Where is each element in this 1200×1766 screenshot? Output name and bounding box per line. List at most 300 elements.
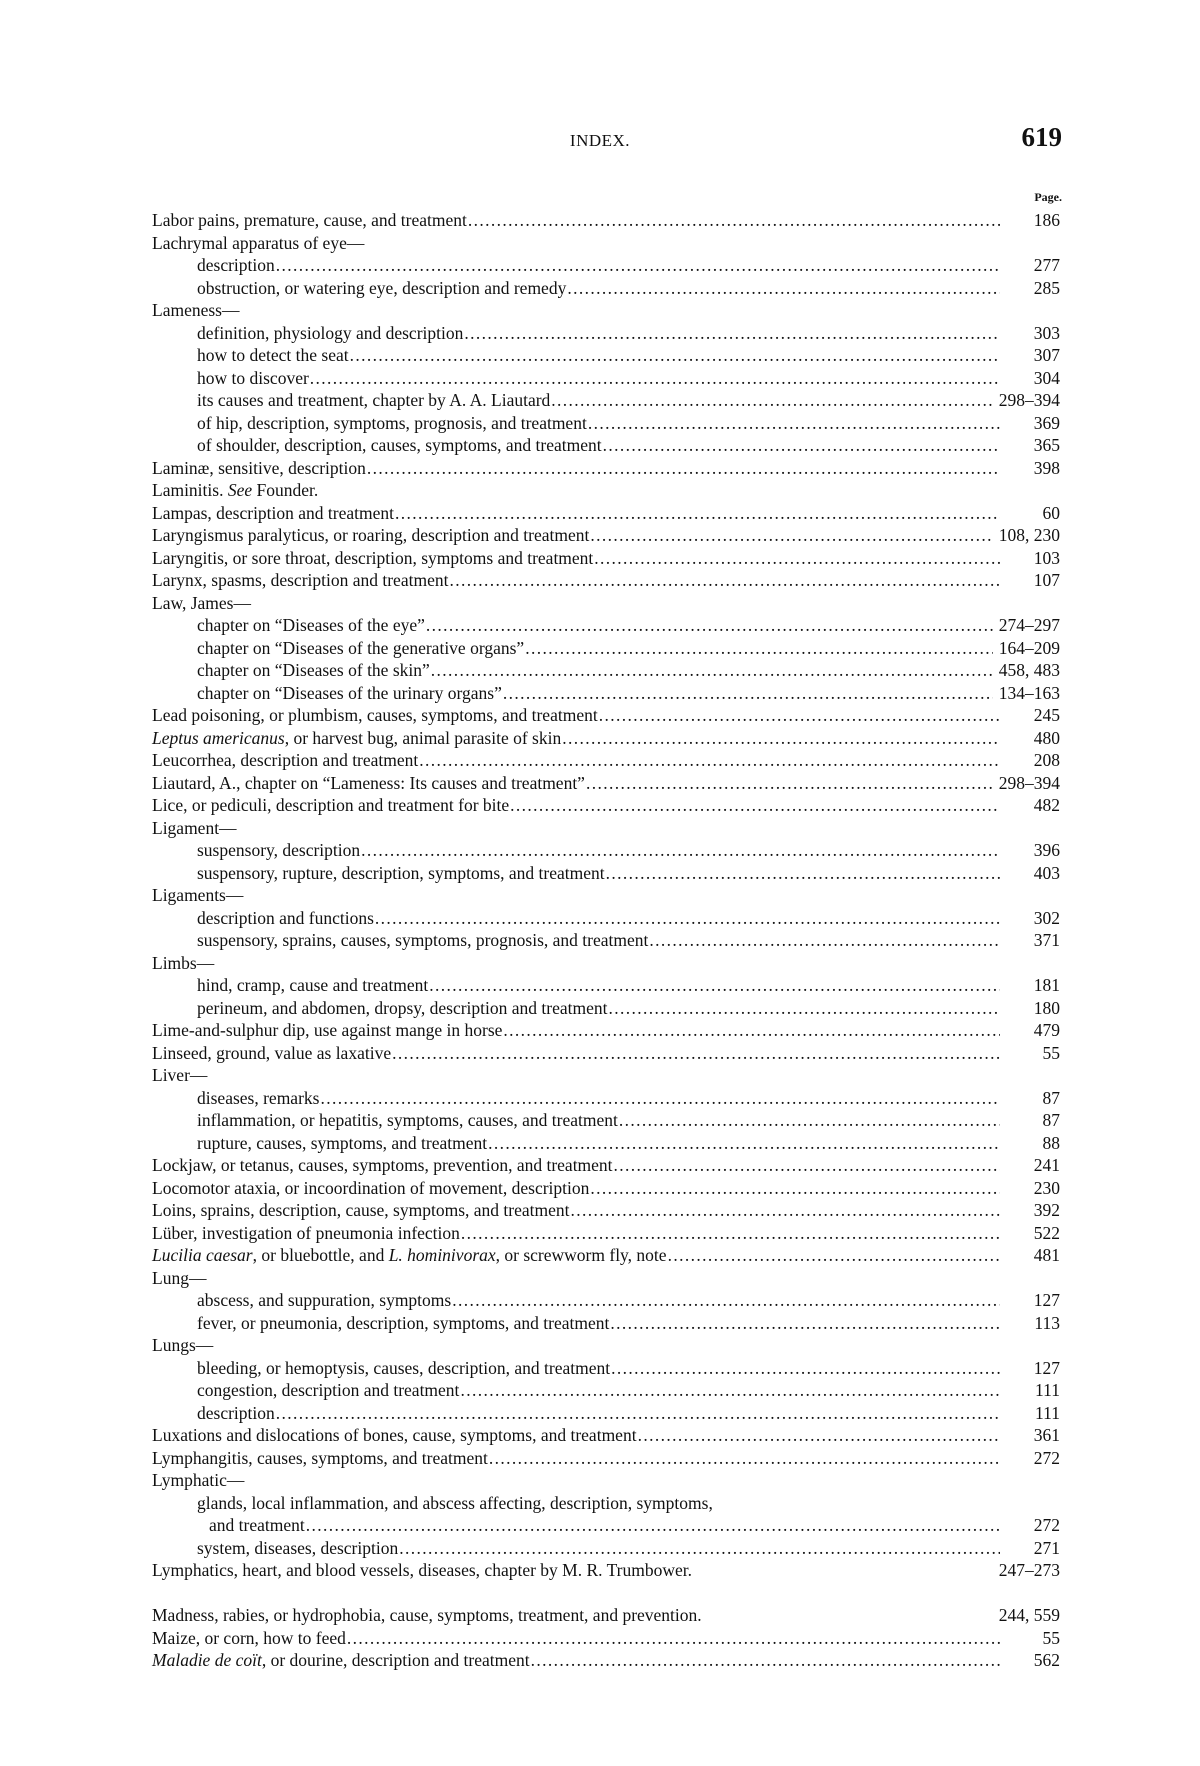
entry-text-part: description <box>197 1402 275 1423</box>
entry-text <box>152 817 237 840</box>
entry-text-italic: Lucilia caesar <box>152 1245 253 1265</box>
entry-text <box>197 614 425 637</box>
entry-text-part: glands, local inflammation, and abscess affecting, description, symptoms, <box>197 1492 713 1513</box>
index-entry <box>152 209 1060 232</box>
entry-text <box>197 907 374 930</box>
entry-text-part: chapter on “Diseases of the urinary organs” <box>197 682 502 703</box>
entry-text <box>152 1019 502 1042</box>
index-entry <box>152 1649 1060 1672</box>
index-subentry <box>152 344 1060 367</box>
entry-text <box>152 1559 692 1582</box>
entry-page-ref: 458, 483 <box>998 660 1060 680</box>
dot-leader <box>611 1357 1000 1380</box>
entry-page-ref: 181 <box>1033 975 1060 995</box>
entry-page-ref: 186 <box>1033 210 1060 230</box>
index-entry <box>152 1244 1060 1267</box>
entry-text <box>197 1357 610 1380</box>
entry-page-ref: 302 <box>1033 907 1060 928</box>
entry-page-ref: 298–394 <box>998 772 1060 793</box>
dot-leader <box>488 1132 1000 1155</box>
index-entry <box>152 772 1060 795</box>
index-list-l <box>152 209 1060 1582</box>
entry-text-part: fever, or pneumonia, description, symptoms, and treatment <box>197 1312 610 1333</box>
index-entry <box>152 704 1060 727</box>
index-subentry <box>152 1289 1060 1312</box>
entry-text <box>152 794 509 817</box>
entry-page-ref: 479 <box>1033 1020 1060 1040</box>
entry-text-part: of shoulder, description, causes, symptoms, and treatment <box>197 435 602 455</box>
entry-text <box>152 209 467 232</box>
entry-text-part: abscess, and suppuration, symptoms <box>197 1290 452 1310</box>
entry-text-part: , or bluebottle, and <box>252 1245 389 1265</box>
entry-page-ref: 244, 559 <box>998 1605 1060 1625</box>
entry-text-part: Labor pains, premature, cause, and treatment <box>152 210 467 230</box>
dot-leader <box>531 1649 1000 1672</box>
dot-leader <box>276 1402 1000 1425</box>
index-subentry <box>152 1087 1060 1110</box>
entry-text <box>152 772 585 795</box>
entry-text <box>197 322 463 345</box>
entry-page-ref: 134–163 <box>998 682 1060 703</box>
entry-page-ref: 562 <box>1033 1650 1060 1670</box>
index-entry <box>152 884 1060 907</box>
entry-text-part: Ligaments— <box>152 885 244 905</box>
entry-text-part: Lung— <box>152 1267 207 1288</box>
dot-leader <box>503 682 993 705</box>
index-subentry <box>152 434 1060 457</box>
dot-leader <box>426 614 993 637</box>
entry-page-ref: 55 <box>1042 1042 1060 1063</box>
index-entry <box>152 457 1060 480</box>
entry-text <box>197 412 587 435</box>
entry-text-part: Leucorrhea, description and treatment <box>152 750 419 770</box>
index-entry <box>152 1604 1060 1627</box>
entry-page-ref: 180 <box>1033 997 1060 1018</box>
entry-text <box>197 1379 459 1402</box>
index-subentry <box>152 1514 1060 1537</box>
entry-page-ref: 272 <box>1033 1515 1060 1535</box>
index-subentry <box>152 322 1060 345</box>
entry-text-part: Linseed, ground, value as laxative <box>152 1042 392 1063</box>
entry-text <box>197 1289 451 1312</box>
index-subentry <box>152 929 1060 952</box>
dot-leader <box>468 209 1000 232</box>
entry-text <box>197 389 550 412</box>
dot-leader <box>567 277 1000 300</box>
index-entry <box>152 1267 1060 1290</box>
entry-text-part: Laryngismus paralyticus, or roaring, description and treatment <box>152 525 590 545</box>
entry-page-ref: 103 <box>1033 547 1060 568</box>
index-entry <box>152 1447 1060 1470</box>
entry-text <box>152 1267 206 1290</box>
running-head-title: INDEX. <box>569 131 631 150</box>
dot-leader <box>461 1222 1000 1245</box>
index-subentry <box>152 254 1060 277</box>
dot-leader <box>503 1019 1000 1042</box>
entry-text <box>152 547 593 570</box>
index-entry <box>152 592 1060 615</box>
entry-text-part: its causes and treatment, chapter by A. A. Liautard <box>197 390 551 410</box>
entry-page-ref: 396 <box>1033 840 1060 860</box>
entry-text-part: diseases, remarks <box>197 1087 320 1108</box>
entry-text-part: Loins, sprains, description, cause, symptoms, and treatment <box>152 1200 570 1220</box>
entry-page-ref: 245 <box>1033 705 1060 725</box>
entry-text-part: system, diseases, description <box>197 1537 399 1558</box>
entry-text-part: congestion, description and treatment <box>197 1380 460 1400</box>
entry-text-part: Liver— <box>152 1065 208 1085</box>
entry-text-part: , or harvest bug, animal parasite of skin <box>284 727 562 748</box>
index-entry <box>152 1469 1060 1492</box>
entry-text <box>152 952 214 975</box>
dot-leader <box>367 457 1000 480</box>
entry-page-ref: 365 <box>1033 435 1060 455</box>
entry-text <box>197 367 309 390</box>
entry-page-ref: 392 <box>1033 1200 1060 1220</box>
entry-page-ref: 272 <box>1033 1447 1060 1468</box>
dot-leader <box>431 659 993 682</box>
entry-page-ref: 303 <box>1033 322 1060 343</box>
dot-leader <box>588 412 1000 435</box>
dot-leader <box>551 389 992 412</box>
entry-text-part: rupture, causes, symptoms, and treatment <box>197 1132 488 1153</box>
entry-text <box>152 749 418 772</box>
entry-text-part: Lymphatic— <box>152 1470 245 1490</box>
entry-page-ref: 369 <box>1033 412 1060 433</box>
index-subentry <box>152 839 1060 862</box>
dot-leader <box>276 254 1000 277</box>
entry-text <box>197 682 502 705</box>
entry-text-italic: Maladie de coït <box>152 1650 262 1670</box>
dot-leader <box>614 1154 1000 1177</box>
dot-leader <box>392 1042 1000 1065</box>
dot-leader <box>452 1289 1000 1312</box>
index-entry <box>152 1424 1060 1447</box>
entry-text <box>152 299 239 322</box>
entry-text <box>152 704 598 727</box>
entry-page-ref: 111 <box>1035 1402 1060 1423</box>
index-entry <box>152 817 1060 840</box>
entry-text <box>197 1312 609 1335</box>
entry-text-part: suspensory, description <box>197 840 361 860</box>
entry-text-part: chapter on “Diseases of the generative organs” <box>197 637 525 658</box>
entry-page-ref: 371 <box>1033 930 1060 950</box>
dot-leader <box>306 1514 1000 1537</box>
entry-page-ref: 127 <box>1033 1290 1060 1310</box>
index-subentry <box>152 1357 1060 1380</box>
index-subentry <box>152 1312 1060 1335</box>
entry-text <box>197 344 349 367</box>
entry-text <box>152 502 394 525</box>
entry-text-part: Lachrymal apparatus of eye— <box>152 232 365 253</box>
index-subentry <box>152 277 1060 300</box>
entry-text-part: Law, James— <box>152 592 251 613</box>
entry-text <box>197 254 275 277</box>
entry-text-part: suspensory, rupture, description, symptoms, and treatment <box>197 862 605 883</box>
dot-leader <box>510 794 1000 817</box>
entry-text-part: Ligament— <box>152 817 237 838</box>
entry-text-part: obstruction, or watering eye, description and remedy <box>197 277 567 298</box>
entry-page-ref: 304 <box>1033 367 1060 388</box>
entry-page-ref: 277 <box>1033 255 1060 275</box>
index-subentry <box>152 412 1060 435</box>
entry-page-ref: 274–297 <box>998 615 1060 635</box>
index-list-m <box>152 1604 1060 1672</box>
index-subentry <box>152 1379 1060 1402</box>
entry-text <box>197 1132 487 1155</box>
entry-text-italic: See <box>227 480 253 500</box>
index-entry <box>152 1064 1060 1087</box>
entry-page-ref: 481 <box>1033 1245 1060 1265</box>
index-entry <box>152 479 1060 502</box>
dot-leader <box>599 704 1000 727</box>
entry-text <box>152 1244 667 1267</box>
entry-text-part: Lice, or pediculi, description and treatment for bite <box>152 795 510 815</box>
dot-leader <box>590 524 992 547</box>
entry-page-ref: 55 <box>1042 1627 1060 1648</box>
entry-text-part: Lead poisoning, or plumbism, causes, symptoms, and treatment <box>152 705 598 725</box>
index-entry <box>152 547 1060 570</box>
entry-text-part: and treatment <box>209 1515 305 1535</box>
index-entry <box>152 1019 1060 1042</box>
entry-page-ref: 480 <box>1033 727 1060 748</box>
page-number: 619 <box>1021 122 1062 152</box>
entry-text <box>197 659 430 682</box>
page-column-label: Page. <box>1034 190 1062 204</box>
entry-text-part: description and functions <box>197 907 374 928</box>
entry-text-part: Larynx, spasms, description and treatment <box>152 570 449 590</box>
entry-text-part: Lime-and-sulphur dip, use against mange in horse <box>152 1020 503 1040</box>
dot-leader <box>429 974 1000 997</box>
dot-leader <box>608 997 1000 1020</box>
entry-page-ref: 522 <box>1033 1222 1060 1243</box>
entry-text <box>197 277 566 300</box>
index-entry <box>152 794 1060 817</box>
entry-text <box>197 1087 319 1110</box>
dot-leader <box>649 929 1000 952</box>
index-entry <box>152 569 1060 592</box>
entry-text <box>197 974 428 997</box>
entry-text <box>152 1604 702 1627</box>
dot-leader <box>395 502 1000 525</box>
entry-text-italic: Leptus americanus <box>152 727 285 748</box>
entry-text-part: Lungs— <box>152 1335 214 1355</box>
entry-text-part: Laryngitis, or sore throat, description, symptoms and treatment <box>152 547 594 568</box>
entry-text <box>197 1492 713 1515</box>
entry-page-ref: 127 <box>1033 1357 1060 1378</box>
entry-text <box>152 1649 530 1672</box>
entry-text <box>152 232 364 255</box>
entry-text <box>152 569 448 592</box>
dot-leader <box>449 569 1000 592</box>
entry-page-ref: 285 <box>1033 277 1060 298</box>
dot-leader <box>375 907 1000 930</box>
entry-text <box>152 1177 589 1200</box>
dot-leader <box>464 322 1000 345</box>
entry-page-ref: 247–273 <box>998 1560 1060 1580</box>
entry-text <box>197 637 524 660</box>
index-entry <box>152 1177 1060 1200</box>
entry-text <box>152 592 251 615</box>
dot-leader <box>606 862 1000 885</box>
index-subentry <box>152 907 1060 930</box>
entry-text <box>152 479 318 502</box>
entry-page-ref: 298–394 <box>998 390 1060 410</box>
entry-text-part: Lymphatics, heart, and blood vessels, diseases, chapter by M. R. Trumbower. <box>152 1560 692 1580</box>
entry-text-part: Lüber, investigation of pneumonia infection <box>152 1222 460 1243</box>
entry-text-part: Limbs— <box>152 952 215 973</box>
dot-leader <box>603 434 1000 457</box>
index-entry <box>152 1627 1060 1650</box>
dot-leader <box>489 1447 1000 1470</box>
index-entry <box>152 502 1060 525</box>
dot-leader <box>619 1109 1000 1132</box>
entry-text <box>152 727 561 750</box>
entry-text <box>197 839 360 862</box>
entry-text-part: Maize, or corn, how to feed <box>152 1627 346 1648</box>
index-entry <box>152 524 1060 547</box>
entry-text <box>152 1447 488 1470</box>
entry-text <box>197 1402 275 1425</box>
entry-page-ref: 241 <box>1033 1155 1060 1175</box>
entry-text <box>152 1334 213 1357</box>
index-subentry <box>152 682 1060 705</box>
index-subentry <box>152 862 1060 885</box>
entry-text-part: Founder. <box>252 480 319 500</box>
entry-text-part: Lockjaw, or tetanus, causes, symptoms, prevention, and treatment <box>152 1155 613 1175</box>
entry-text-part: definition, physiology and description <box>197 322 464 343</box>
entry-page-ref: 87 <box>1042 1110 1060 1130</box>
entry-text <box>152 1199 570 1222</box>
entry-text-part: description <box>197 255 275 275</box>
entry-text-part: chapter on “Diseases of the eye” <box>197 615 425 635</box>
entry-text-part: Laminæ, sensitive, description <box>152 457 366 478</box>
entry-page-ref: 482 <box>1033 795 1060 815</box>
index-subentry <box>152 1109 1060 1132</box>
entry-text <box>197 1109 618 1132</box>
entry-text-part: Lameness— <box>152 300 240 320</box>
dot-leader <box>361 839 1000 862</box>
index-entry <box>152 749 1060 772</box>
entry-page-ref: 164–209 <box>998 637 1060 658</box>
entry-page-ref: 88 <box>1042 1132 1060 1153</box>
entry-text-part: Laminitis. <box>152 480 228 500</box>
index-subentry <box>152 1402 1060 1425</box>
entry-text-part: how to detect the seat <box>197 345 349 365</box>
entry-text <box>152 1154 613 1177</box>
index-subentry <box>152 659 1060 682</box>
index-subentry <box>152 1537 1060 1560</box>
index-subentry <box>152 1492 1060 1515</box>
entry-text-part: Locomotor ataxia, or incoordination of movement, description <box>152 1177 590 1198</box>
entry-page-ref: 107 <box>1033 570 1060 590</box>
entry-page-ref: 111 <box>1035 1380 1060 1400</box>
index-subentry <box>152 367 1060 390</box>
entry-page-ref: 398 <box>1033 457 1060 478</box>
entry-text <box>197 997 607 1020</box>
entry-text-part: chapter on “Diseases of the skin” <box>197 660 430 680</box>
dot-leader <box>590 1177 1000 1200</box>
entry-text-italic: L. hominivorax <box>388 1245 496 1265</box>
entry-text <box>197 862 605 885</box>
entry-text <box>152 524 589 547</box>
entry-text-part: Lampas, description and treatment <box>152 502 395 523</box>
index-entry <box>152 727 1060 750</box>
entry-text-part: Madness, rabies, or hydrophobia, cause, symptoms, treatment, and prevention. <box>152 1605 702 1625</box>
entry-text-part: Luxations and dislocations of bones, cause, symptoms, and treatment <box>152 1425 637 1445</box>
index-entry <box>152 1199 1060 1222</box>
dot-leader <box>399 1537 1000 1560</box>
index-entry <box>152 1154 1060 1177</box>
entry-text-part: bleeding, or hemoptysis, causes, description, and treatment <box>197 1357 611 1378</box>
dot-leader <box>350 344 1000 367</box>
index-entry <box>152 952 1060 975</box>
entry-text <box>152 1627 346 1650</box>
entry-text <box>209 1514 305 1537</box>
entry-page-ref: 230 <box>1033 1177 1060 1198</box>
dot-leader <box>419 749 1000 772</box>
entry-text-part: , or screwworm fly, note <box>495 1245 667 1265</box>
dot-leader <box>610 1312 1000 1335</box>
entry-text-part: Liautard, A., chapter on “Lameness: Its causes and treatment” <box>152 772 585 793</box>
entry-text <box>152 884 243 907</box>
entry-text <box>152 1064 207 1087</box>
entry-text-part: suspensory, sprains, causes, symptoms, prognosis, and treatment <box>197 930 649 950</box>
entry-page-ref: 113 <box>1034 1312 1060 1333</box>
entry-text-part: hind, cramp, cause and treatment <box>197 975 429 995</box>
entry-text-part: Lymphangitis, causes, symptoms, and treatment <box>152 1447 488 1468</box>
dot-leader <box>638 1424 1000 1447</box>
index-subentry <box>152 614 1060 637</box>
entry-text <box>152 1469 244 1492</box>
entry-text <box>197 1537 398 1560</box>
entry-text <box>152 457 366 480</box>
entry-page-ref: 60 <box>1042 502 1060 523</box>
entry-page-ref: 403 <box>1033 862 1060 883</box>
dot-leader <box>347 1627 1000 1650</box>
entry-text <box>197 929 648 952</box>
index-subentry <box>152 1132 1060 1155</box>
entry-text <box>152 1424 637 1447</box>
entry-text-part: inflammation, or hepatitis, symptoms, causes, and treatment <box>197 1110 618 1130</box>
index-subentry <box>152 637 1060 660</box>
entry-page-ref: 108, 230 <box>998 525 1060 545</box>
dot-leader <box>594 547 1000 570</box>
entry-text-part: how to discover <box>197 367 309 388</box>
dot-leader <box>586 772 993 795</box>
entry-text-part: perineum, and abdomen, dropsy, description and treatment <box>197 997 608 1018</box>
index-subentry <box>152 974 1060 997</box>
entry-text <box>197 434 602 457</box>
index-entry <box>152 1334 1060 1357</box>
dot-leader <box>460 1379 1000 1402</box>
dot-leader <box>310 367 1000 390</box>
dot-leader <box>525 637 993 660</box>
dot-leader <box>571 1199 1001 1222</box>
entry-page-ref: 87 <box>1042 1087 1060 1108</box>
entry-page-ref: 361 <box>1033 1425 1060 1445</box>
entry-page-ref: 208 <box>1033 750 1060 770</box>
entry-text-part: , or dourine, description and treatment <box>261 1650 530 1670</box>
index-entry <box>152 1559 1060 1582</box>
index-entry <box>152 299 1060 322</box>
index-subentry <box>152 997 1060 1020</box>
index-entry <box>152 232 1060 255</box>
index-entry <box>152 1042 1060 1065</box>
dot-leader <box>668 1244 1000 1267</box>
dot-leader <box>320 1087 1000 1110</box>
entry-text <box>152 1222 460 1245</box>
index-entry <box>152 1222 1060 1245</box>
